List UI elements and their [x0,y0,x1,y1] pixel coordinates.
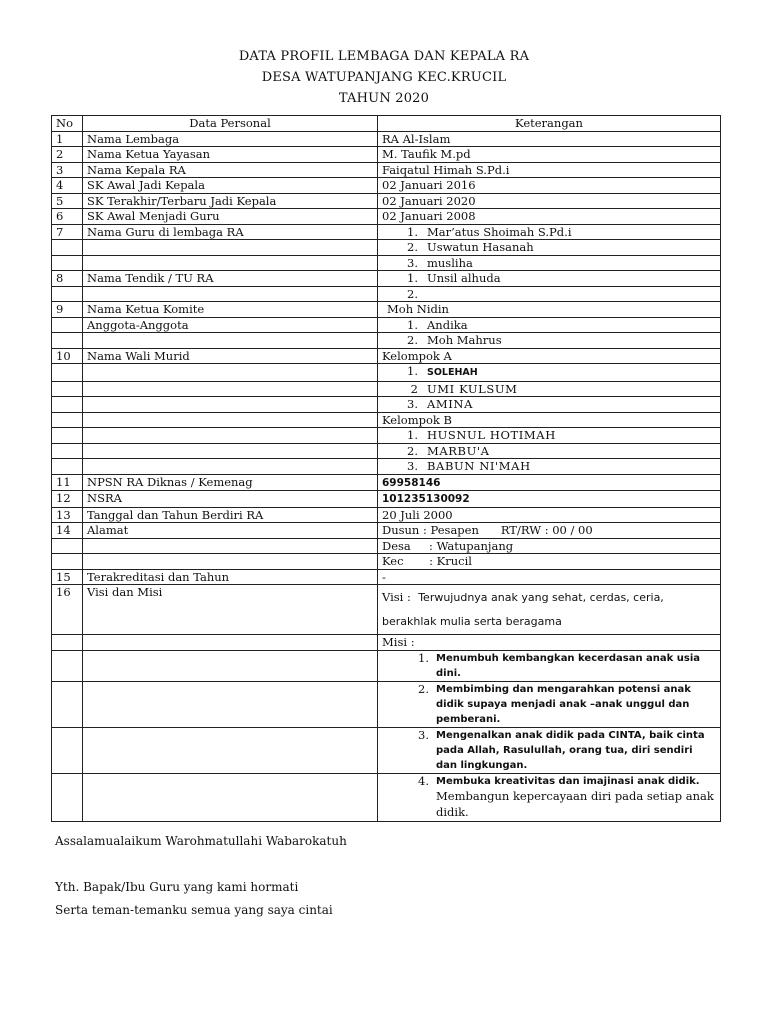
table-row [52,491,721,508]
row-label: Nama Guru di lembaga RA [83,224,378,240]
list-item: 2. [378,286,721,302]
group-label: Kelompok B [378,412,721,428]
row-no: 11 [52,474,83,491]
table-row [52,193,721,209]
table-row [52,585,721,635]
table-row [52,635,721,651]
header-no: No [52,116,83,132]
table-row [52,727,721,773]
table-header-row [52,116,721,132]
list-item: 3. musliha [378,255,721,271]
row-label: Terakreditasi dan Tahun [83,569,378,585]
table-row [52,147,721,163]
table-row [52,240,721,256]
row-label: Nama Kepala RA [83,162,378,178]
row-label: SK Awal Menjadi Guru [83,209,378,225]
row-value: Faiqatul Himah S.Pd.i [378,162,721,178]
table-row [52,302,721,318]
list-item: 2. Uswatun Hasanah [378,240,721,256]
row-label: Nama Wali Murid [83,348,378,364]
list-item: 1. SOLEHAH [378,364,721,382]
row-no: 6 [52,209,83,225]
salam-text: Assalamualaikum Warohmatullahi Wabarokatuh [55,834,347,848]
misi-label: Misi : [378,635,721,651]
row-label: Nama Ketua Komite [83,302,378,318]
row-value: 02 Januari 2020 [378,193,721,209]
table-row [52,348,721,364]
table-row [52,162,721,178]
document-title [0,46,768,109]
table-row [52,538,721,554]
row-no: 1 [52,131,83,147]
table-row [52,178,721,194]
row-label: NPSN RA Diknas / Kemenag [83,474,378,491]
row-value: 20 Juli 2000 [378,507,721,523]
table-row [52,397,721,413]
table-row [52,412,721,428]
list-item: 1. Mar’atus Shoimah S.Pd.i [378,224,721,240]
row-no: 10 [52,348,83,364]
misi-item: 3. Mengenalkan anak didik pada CINTA, baik cinta pada Allah, Rasulullah, orang tua, diri sendiri dan lingkungan. [378,727,721,773]
list-item: 2 UMI KULSUM [378,381,721,397]
table-row [52,224,721,240]
row-value: 02 Januari 2016 [378,178,721,194]
row-no: 2 [52,147,83,163]
table-row [52,333,721,349]
row-label: Visi dan Misi [83,585,378,635]
misi-item: 2. Membimbing dan mengarahkan potensi anak didik supaya menjadi anak –anak unggul dan pemberani. [378,681,721,727]
table-row [52,474,721,491]
table-row [52,523,721,539]
title-line-3: TAHUN 2020 [338,91,430,106]
table-row [52,317,721,333]
row-value: Kec : Krucil [378,554,721,570]
row-value: 69958146 [378,474,721,491]
misi-item: 1. Menumbuh kembangkan kecerdasan anak usia dini. [378,650,721,681]
row-label: Nama Lembaga [83,131,378,147]
row-no: 16 [52,585,83,635]
table-row [52,650,721,681]
row-value: - [378,569,721,585]
row-label: Nama Ketua Yayasan [83,147,378,163]
table-row [52,209,721,225]
list-item: 1. Unsil alhuda [378,271,721,287]
table-row [52,271,721,287]
list-item: 1. HUSNUL HOTIMAH [378,428,721,444]
row-label: SK Awal Jadi Kepala [83,178,378,194]
table-row [52,681,721,727]
row-label: Nama Tendik / TU RA [83,271,378,287]
table-row [52,459,721,475]
row-no: 3 [52,162,83,178]
row-no: 14 [52,523,83,539]
table-row [52,286,721,302]
table-row [52,443,721,459]
table-row [52,255,721,271]
table-row [52,773,721,821]
title-line-2: DESA WATUPANJANG KEC.KRUCIL [261,70,507,85]
row-no: 15 [52,569,83,585]
row-label: Alamat [83,523,378,539]
header-data-personal: Data Personal [83,116,378,132]
row-no: 13 [52,507,83,523]
row-no: 9 [52,302,83,318]
visi-text: Visi : Terwujudnya anak yang sehat, cerdas, ceria, berakhlak mulia serta beragama [378,585,721,635]
table-row [52,381,721,397]
row-no: 7 [52,224,83,240]
row-label: SK Terakhir/Terbaru Jadi Kepala [83,193,378,209]
table-row [52,364,721,382]
row-value: RA Al-Islam [378,131,721,147]
row-no: 5 [52,193,83,209]
greeting-line-2: Serta teman-temanku semua yang saya cintai [55,903,333,917]
misi-item: 4. Membuka kreativitas dan imajinasi anak didik. Membangun kepercayaan diri pada setiap anak didik. [378,773,721,821]
table-row [52,569,721,585]
header-keterangan: Keterangan [378,116,721,132]
greeting-line: Yth. Bapak/Ibu Guru yang kami hormati [55,880,299,894]
row-no: 12 [52,491,83,508]
list-item: 1. Andika [378,317,721,333]
row-value: Moh Nidin [378,302,721,318]
list-item: 3. AMINA [378,397,721,413]
table-row [52,428,721,444]
row-value: M. Taufik M.pd [378,147,721,163]
row-value: 101235130092 [378,491,721,508]
profile-table [51,115,721,822]
title-line-1: DATA PROFIL LEMBAGA DAN KEPALA RA [238,49,530,64]
row-no: 4 [52,178,83,194]
list-item: 2. MARBU'A [378,443,721,459]
list-item: 3. BABUN NI'MAH [378,459,721,475]
group-label: Kelompok A [378,348,721,364]
row-value: Dusun : Pesapen RT/RW : 00 / 00 [378,523,721,539]
table-row [52,507,721,523]
list-item: 2. Moh Mahrus [378,333,721,349]
table-row [52,554,721,570]
row-value: 02 Januari 2008 [378,209,721,225]
table-row [52,131,721,147]
row-label: Anggota-Anggota [83,317,378,333]
row-value: Desa : Watupanjang [378,538,721,554]
row-label: Tanggal dan Tahun Berdiri RA [83,507,378,523]
row-label: NSRA [83,491,378,508]
row-no: 8 [52,271,83,287]
